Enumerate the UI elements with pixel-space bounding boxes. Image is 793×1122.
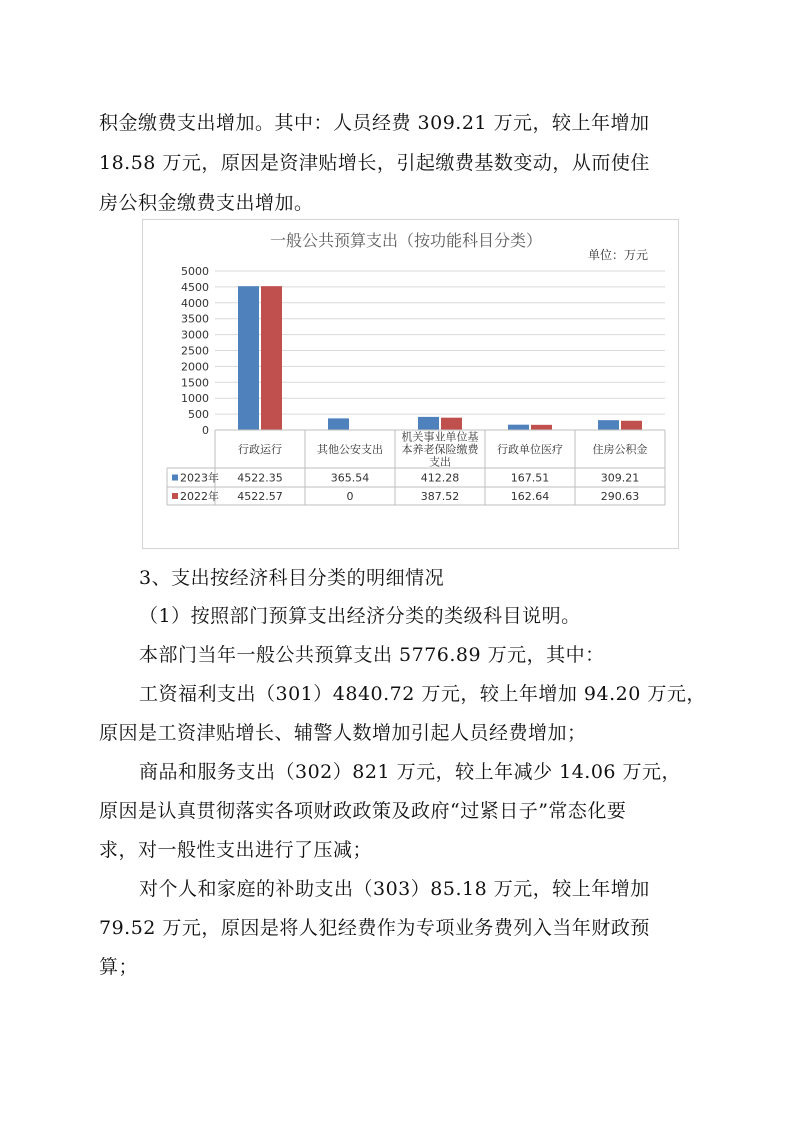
data-value-label: 387.52 bbox=[420, 490, 460, 503]
chart-bars bbox=[238, 286, 642, 430]
data-value-label: 4522.57 bbox=[237, 490, 283, 503]
paragraph-line-8: 商品和服务支出（302）821 万元，较上年减少 14.06 万元， bbox=[139, 761, 682, 783]
y-tick-label: 4500 bbox=[181, 280, 209, 294]
category-label: 住房公积金 bbox=[592, 443, 648, 456]
paragraph-line-10: 求，对一般性支出进行了压减； bbox=[99, 839, 373, 861]
y-tick-label: 2500 bbox=[181, 344, 209, 358]
y-tick-label: 4000 bbox=[181, 296, 209, 310]
data-value-label: 412.28 bbox=[420, 471, 460, 485]
category-label: 行政单位医疗 bbox=[497, 443, 563, 456]
data-value-label: 290.63 bbox=[600, 490, 640, 503]
y-tick-label: 0 bbox=[202, 424, 209, 437]
chart-unit: 单位：万元 bbox=[587, 248, 648, 262]
paragraph-line-12: 79.52 万元，原因是将人犯经费作为专项业务费列入当年财政预 bbox=[99, 917, 650, 939]
data-value-label: 167.51 bbox=[510, 471, 550, 485]
paragraph-line-3: 房公积金缴费支出增加。 bbox=[99, 192, 314, 214]
y-axis bbox=[181, 265, 209, 437]
data-value-label: 309.21 bbox=[600, 471, 640, 485]
y-tick-label: 500 bbox=[188, 408, 209, 422]
paragraph-line-5: 本部门当年一般公共预算支出 5776.89 万元，其中： bbox=[139, 644, 605, 666]
category-label: 其他公安支出 bbox=[317, 443, 383, 456]
y-tick-label: 1500 bbox=[181, 376, 209, 390]
paragraph-line-7: 原因是工资津贴增长、辅警人数增加引起人员经费增加； bbox=[99, 722, 587, 744]
chart-title: 一般公共预算支出（按功能科目分类） bbox=[269, 231, 543, 250]
bar-2022年-0 bbox=[261, 286, 282, 430]
paragraph-line-9: 原因是认真贯彻落实各项财政政策及政府“过紧日子”常态化要 bbox=[99, 800, 627, 822]
bar-2023年-2 bbox=[418, 417, 439, 430]
data-value-label: 162.64 bbox=[510, 490, 550, 503]
category-label: 本养老保险缴费 bbox=[401, 443, 479, 456]
paragraph-line-6: 工资福利支出（301）4840.72 万元，较上年增加 94.20 万元， bbox=[139, 683, 706, 705]
legend-label: 2023年 bbox=[180, 471, 219, 485]
paragraph-line-1: 积金缴费支出增加。其中：人员经费 309.21 万元，较上年增加 bbox=[99, 112, 650, 134]
chart-grid bbox=[215, 271, 665, 430]
legend-swatch-2022年 bbox=[172, 493, 178, 499]
y-tick-label: 1000 bbox=[181, 392, 209, 406]
bar-2023年-4 bbox=[598, 420, 619, 430]
y-tick-label: 2000 bbox=[181, 360, 209, 374]
bar-2022年-3 bbox=[531, 425, 552, 430]
bar-2023年-3 bbox=[508, 425, 529, 430]
chart-svg bbox=[143, 220, 678, 548]
category-label: 支出 bbox=[429, 455, 451, 469]
y-tick-label: 3500 bbox=[181, 312, 209, 326]
bar-2023年-0 bbox=[238, 286, 259, 430]
y-tick-label: 5000 bbox=[181, 265, 209, 278]
bar-2022年-2 bbox=[441, 418, 462, 430]
data-value-label: 4522.35 bbox=[237, 471, 283, 485]
section-heading: 3、支出按经济科目分类的明细情况 bbox=[139, 567, 445, 589]
data-value-label: 365.54 bbox=[330, 471, 370, 485]
legend-label: 2022年 bbox=[180, 490, 219, 503]
chart-data-table bbox=[167, 430, 665, 506]
budget-chart bbox=[142, 219, 679, 549]
category-label: 机关事业单位基 bbox=[401, 430, 479, 444]
paragraph-line-11: 对个人和家庭的补助支出（303）85.18 万元，较上年增加 bbox=[139, 878, 650, 900]
paragraph-line-13: 算； bbox=[99, 956, 139, 978]
bar-2023年-1 bbox=[328, 418, 349, 430]
paragraph-line-2: 18.58 万元，原因是资津贴增长，引起缴费基数变动，从而使住 bbox=[99, 152, 650, 174]
legend-swatch-2023年 bbox=[172, 475, 178, 481]
data-value-label: 0 bbox=[346, 490, 354, 503]
y-tick-label: 3000 bbox=[181, 328, 209, 342]
bar-2022年-4 bbox=[621, 421, 642, 430]
category-label: 行政运行 bbox=[238, 443, 282, 456]
paragraph-line-4: （1）按照部门预算支出经济分类的类级科目说明。 bbox=[139, 605, 581, 627]
